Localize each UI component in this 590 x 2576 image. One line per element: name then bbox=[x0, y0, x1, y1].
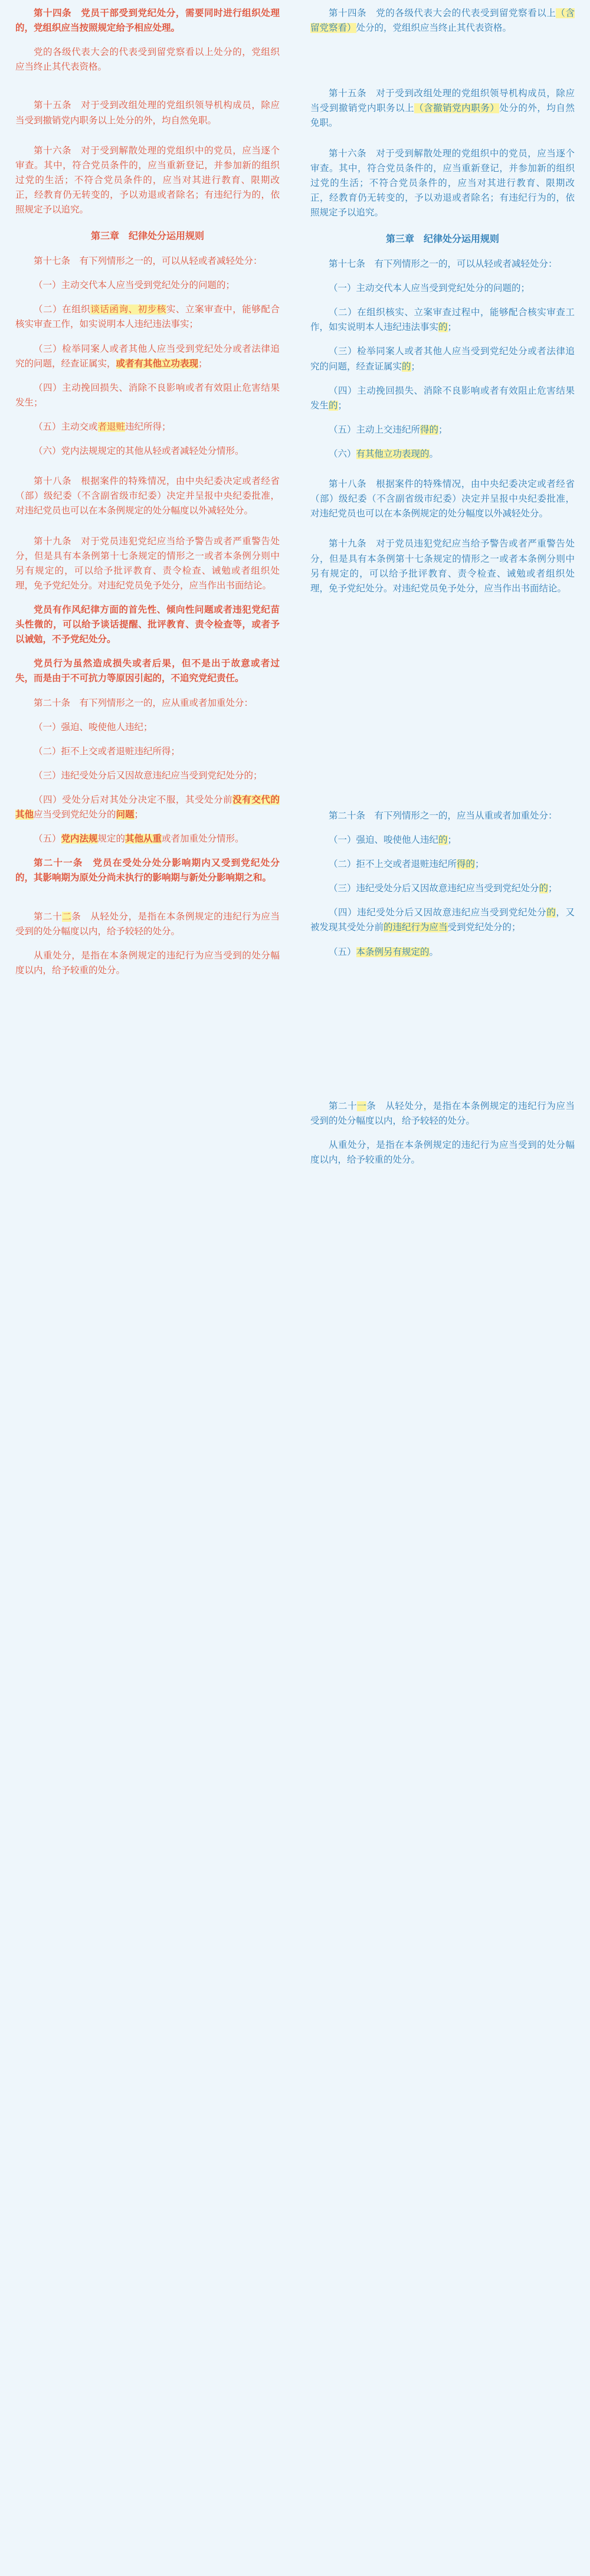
paragraph: 第十八条 根据案件的特殊情况，由中央纪委决定或者经省（部）级纪委（不含副省级市纪委）决定并呈报中央纪委批准，对违纪党员也可以在本条例规定的处分幅度以外减轻处分。 bbox=[15, 476, 280, 516]
column-left bbox=[0, 6, 295, 987]
paragraph: 第十七条 有下列情形之一的，可以从轻或者减轻处分： bbox=[34, 256, 263, 267]
paragraph: 第二十二条 从轻处分，是指在本条例规定的违纪行为应当受到的处分幅度以内，给予较轻的处分。 bbox=[15, 911, 280, 937]
spacer bbox=[15, 468, 280, 474]
paragraph: 从重处分，是指在本条例规定的违纪行为应当受到的处分幅度以内，给予较重的处分。 bbox=[310, 1140, 575, 1165]
spacer bbox=[310, 1010, 575, 1099]
paragraph: 第十六条 对于受到解散处理的党组织中的党员，应当逐个审查。其中，符合党员条件的，应当重新登记，并参加新的组织过党的生活；不符合党员条件的，应当对其进行教育、限期改正，经教育仍无转变的，予以劝退或者除名；有违纪行为的，依照规定予以追究。 bbox=[15, 145, 280, 215]
paragraph: 第二十条 有下列情形之一的，应从重或者加重处分： bbox=[34, 698, 254, 708]
paragraph: （二）在组织谈话函询、初步核实、立案审查中，能够配合核实审查工作，如实说明本人违纪违法事实； bbox=[15, 305, 280, 330]
paragraph: 第十五条 对于受到改组处理的党组织领导机构成员，除应当受到撤销党内职务以上（含撤销党内职务）处分的外，均自然免职。 bbox=[310, 89, 575, 129]
paragraph: 第十九条 对于党员违犯党纪应当给予警告或者严重警告处分，但是具有本条例第十七条规定的情形之一或者本条例分则中另有规定的，可以给予批评教育、责令检查、诫勉或者组织处理，免予党纪处分。对违纪党员免予处分，应当作出书面结论。 bbox=[15, 536, 280, 591]
paragraph: （四）主动挽回损失、消除不良影响或者有效阻止危害结果发生的； bbox=[310, 385, 575, 411]
paragraph: 党员行为虽然造成损失或者后果，但不是出于故意或者过失，而是由于不可抗力等原因引起的，不追究党纪责任。 bbox=[15, 659, 280, 684]
paragraph: （四）受处分后对其处分决定不服，其受处分前没有交代的其他应当受到党纪处分的问题； bbox=[15, 794, 280, 820]
paragraph: （一）强迫、唆使他人违纪的； bbox=[329, 834, 457, 845]
paragraph: 第二十一条 从轻处分，是指在本条例规定的违纪行为应当受到的处分幅度以内，给予较轻的处分。 bbox=[310, 1101, 575, 1126]
paragraph: （四）违纪受处分后又因故意违纪应当受到党纪处分的，又被发现其受处分前的违纪行为应当受到党纪处分的； bbox=[310, 908, 575, 933]
paragraph: 党的各级代表大会的代表受到留党察看以上处分的，党组织应当终止其代表资格。 bbox=[15, 47, 280, 73]
document-page bbox=[0, 0, 590, 1189]
spacer bbox=[310, 45, 575, 86]
paragraph: （五）本条例另有规定的。 bbox=[329, 947, 439, 957]
paragraph: 第十六条 对于受到解散处理的党组织中的党员，应当逐个审查。其中，符合党员条件的，应当重新登记，并参加新的组织过党的生活；不符合党员条件的，应当对其进行教育、限期改正，经教育仍无转变的，予以劝退或者除名；有违纪行为的，依照规定予以追究。 bbox=[310, 148, 575, 218]
paragraph: （五）党内法规规定的其他从重或者加重处分情形。 bbox=[34, 834, 244, 845]
spacer bbox=[310, 605, 575, 694]
paragraph: （二）拒不上交或者退赃违纪所得的； bbox=[329, 859, 484, 870]
spacer bbox=[15, 138, 280, 143]
chapter-heading: 第三章 纪律处分运用规则 bbox=[90, 231, 204, 242]
paragraph: （一）主动交代本人应当受到党纪处分的问题的； bbox=[329, 283, 530, 294]
paragraph: （三）检举同案人或者其他人应当受到党纪处分或者法律追究的问题，经查证属实，或者有其他立功表现； bbox=[15, 343, 280, 369]
paragraph: 党员有作风纪律方面的首先性、倾向性问题或者违犯党纪苗头性微的，可以给予谈话提醒、批评教育、责令检查等，或者予以诫勉，不予党纪处分。 bbox=[15, 604, 280, 645]
spacer bbox=[15, 84, 280, 98]
spacer bbox=[310, 471, 575, 477]
paragraph: （三）违纪受处分后又因故意违纪应当受到党纪处分的； bbox=[329, 883, 558, 894]
column-right bbox=[295, 6, 590, 1177]
paragraph: （二）在组织核实、立案审查过程中，能够配合核实审查工作，如实说明本人违纪违法事实的； bbox=[310, 307, 575, 333]
paragraph: （三）检举同案人或者其他人应当受到党纪处分或者法律追究的问题，经查证属实的； bbox=[310, 346, 575, 372]
chapter-heading: 第三章 纪律处分运用规则 bbox=[385, 234, 499, 245]
paragraph: 第十八条 根据案件的特殊情况，由中央纪委决定或者经省（部）级纪委（不含副省级市纪委）决定并呈报中央纪委批准，对违纪党员也可以在本条例规定的处分幅度以外减轻处分。 bbox=[310, 479, 575, 519]
spacer bbox=[310, 140, 575, 146]
paragraph: （五）主动上交违纪所得的； bbox=[329, 424, 448, 435]
paragraph: 第十四条 党的各级代表大会的代表受到留党察看以上（含留党察看）处分的，党组织应当终止其代表资格。 bbox=[310, 8, 575, 34]
paragraph: （四）主动挽回损失、消除不良影响或者有效阻止危害结果发生； bbox=[15, 382, 280, 408]
paragraph: 从重处分，是指在本条例规定的违纪行为应当受到的处分幅度以内，给予较重的处分。 bbox=[15, 950, 280, 976]
paragraph: （六）有其他立功表现的。 bbox=[329, 449, 439, 459]
spacer bbox=[310, 531, 575, 536]
paragraph: 第二十一条 党员在受处分处分影响期内又受到党纪处分的，其影响期为原处分尚未执行的影响期与新处分影响期之和。 bbox=[15, 858, 280, 883]
paragraph: （六）党内法规规定的其他从轻或者减轻处分情形。 bbox=[34, 446, 244, 457]
spacer bbox=[310, 969, 575, 1010]
paragraph: 第十七条 有下列情形之一的，可以从轻或者减轻处分： bbox=[329, 259, 558, 269]
paragraph: （二）拒不上交或者退赃违纪所得； bbox=[34, 746, 181, 757]
paragraph: （一）强迫、唆使他人违纪； bbox=[34, 722, 153, 732]
paragraph: 第十五条 对于受到改组处理的党组织领导机构成员，除应当受到撤销党内职务以上处分的外，均自然免职。 bbox=[15, 100, 280, 126]
spacer bbox=[15, 528, 280, 534]
paragraph: （三）违纪受处分后又因故意违纪应当受到党纪处分的； bbox=[34, 770, 263, 781]
spacer bbox=[310, 783, 575, 809]
spacer bbox=[15, 895, 280, 909]
paragraph: 第二十条 有下列情形之一的，应当从重或者加重处分： bbox=[329, 810, 558, 821]
paragraph: （五）主动交或者退赃违纪所得； bbox=[34, 421, 171, 432]
spacer bbox=[310, 694, 575, 783]
paragraph: 第十四条 党员干部受到党纪处分，需要同时进行组织处理的，党组织应当按照规定给予相应处理。 bbox=[15, 8, 280, 34]
paragraph: （一）主动交代本人应当受到党纪处分的问题的； bbox=[34, 280, 235, 291]
paragraph: 第十九条 对于党员违犯党纪应当给予警告或者严重警告处分，但是具有本条例第十七条规定的情形之一或者本条例分则中另有规定的，可以给予批评教育、责令检查、诫勉或者组织处理，免予党纪处分。对违纪党员免予处分，应当作出书面结论。 bbox=[310, 539, 575, 594]
